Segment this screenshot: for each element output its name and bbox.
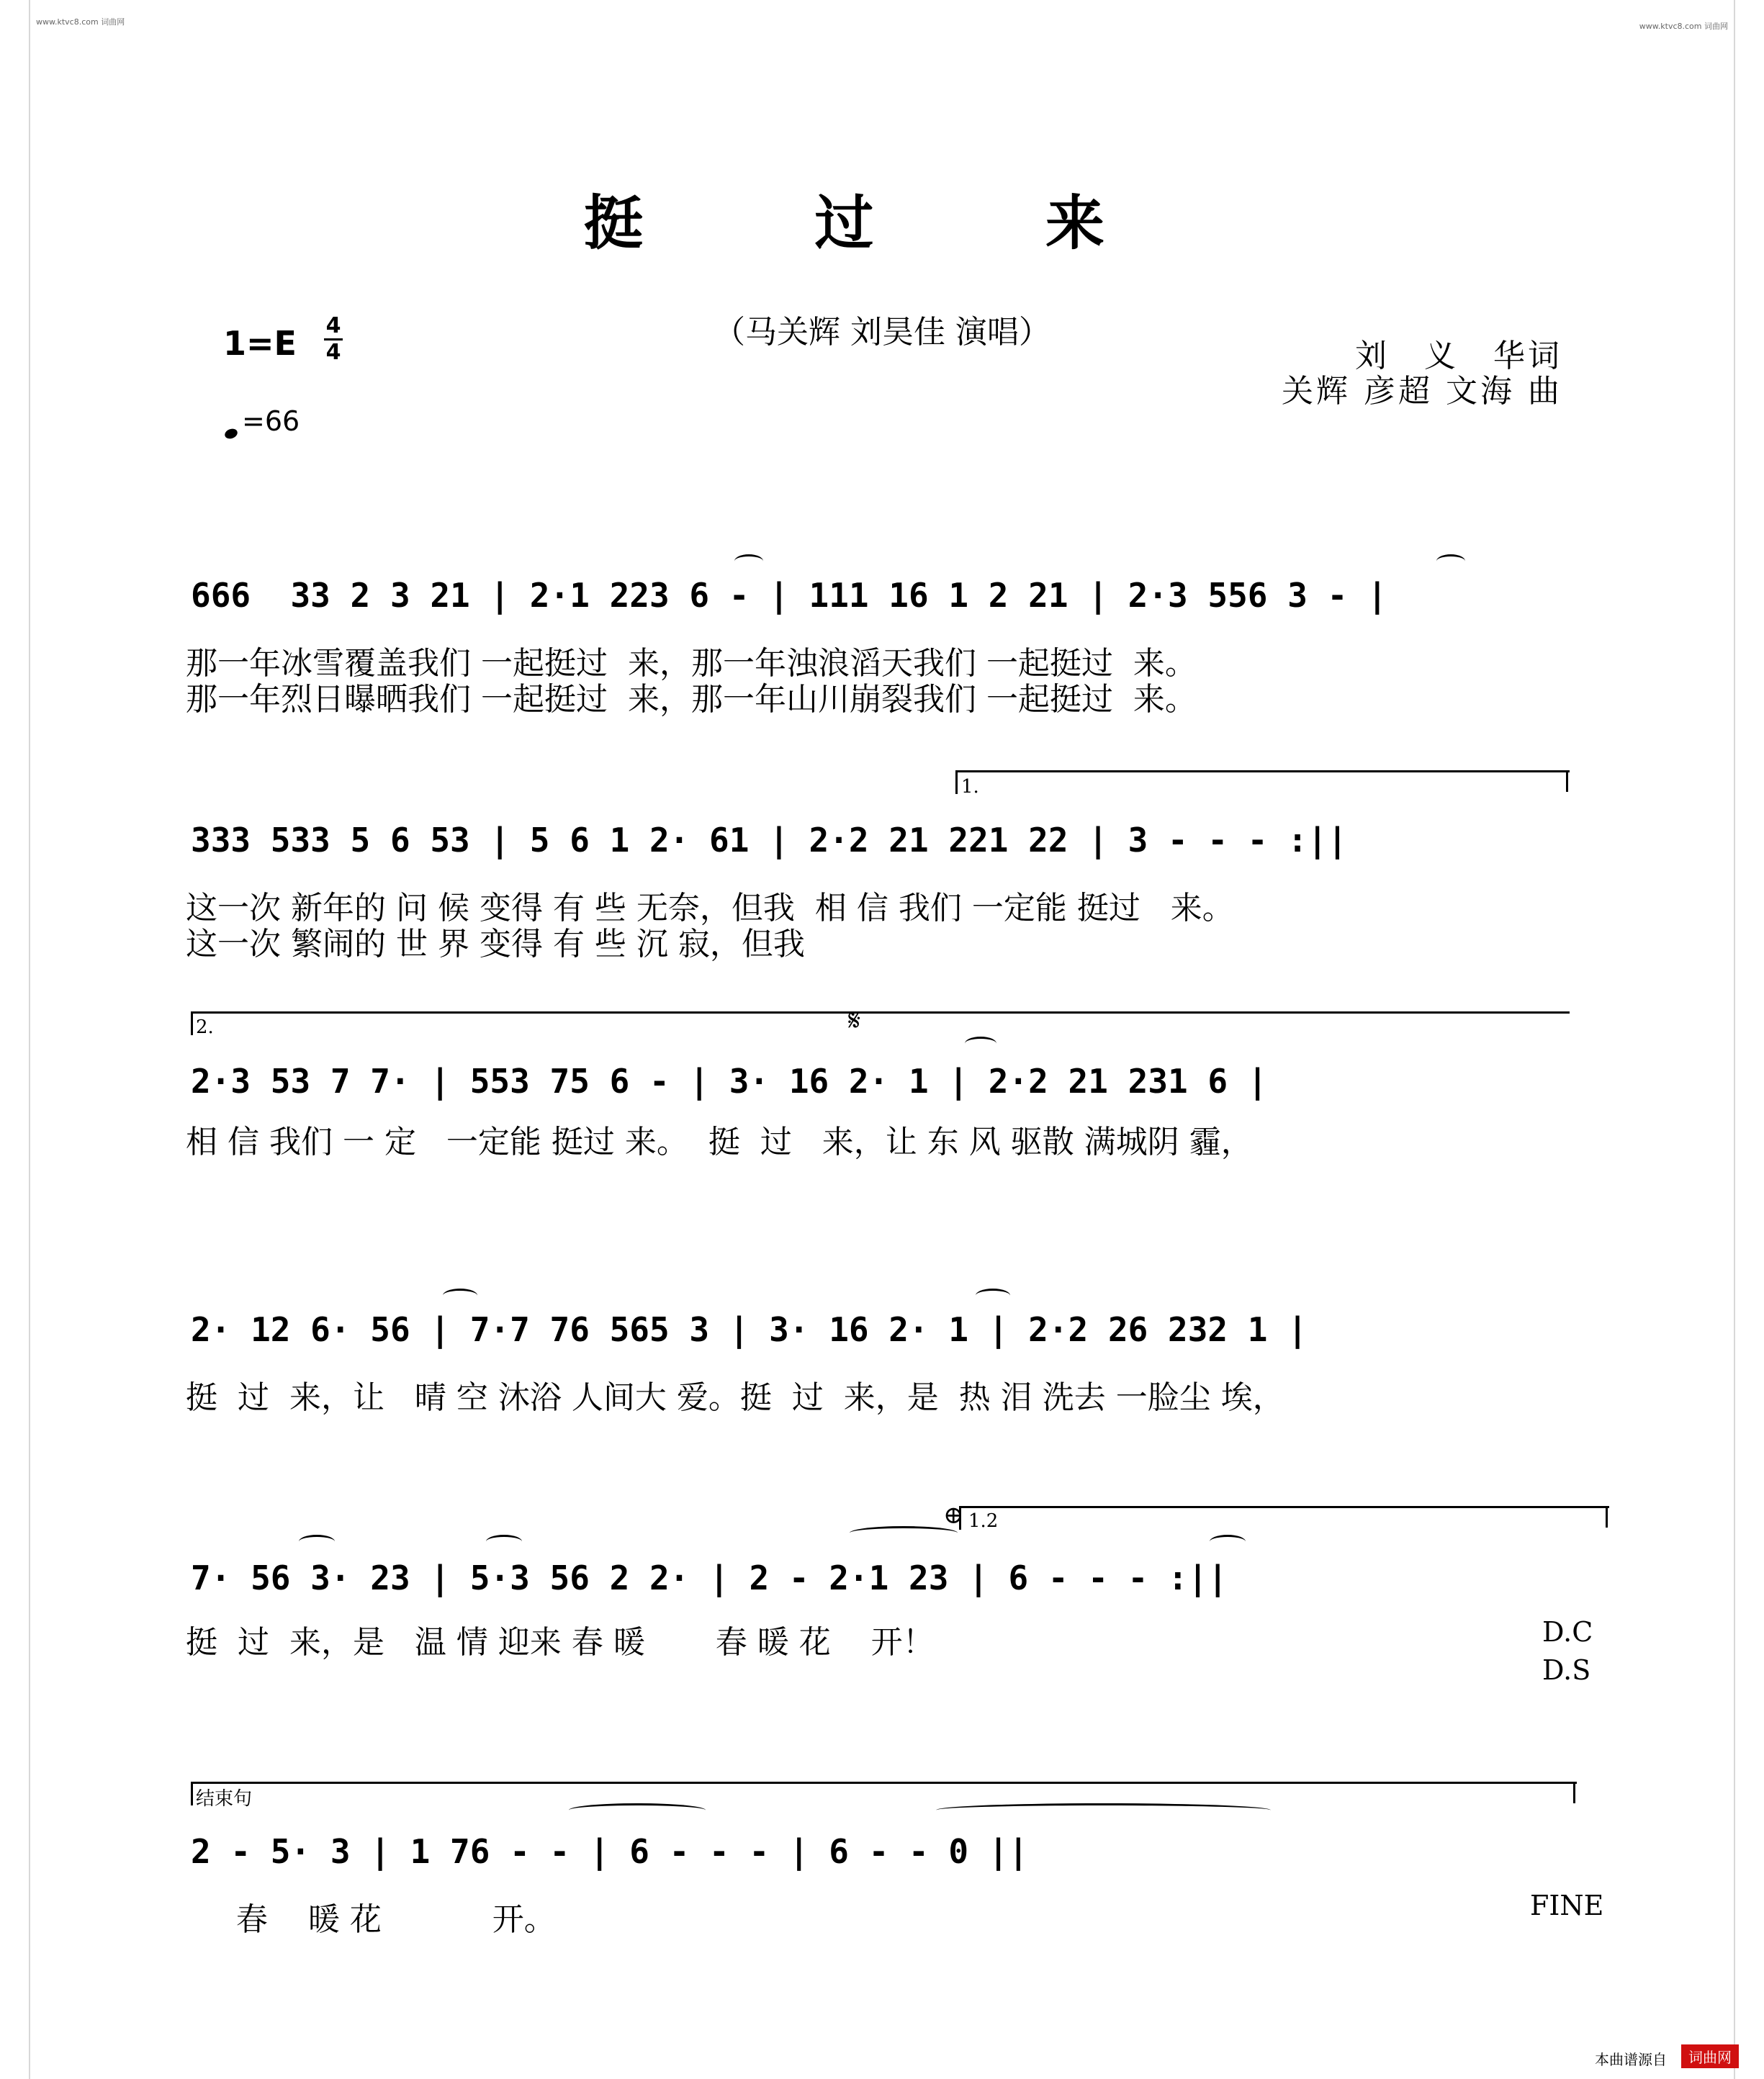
slur (443, 1289, 477, 1302)
slur (486, 1535, 522, 1548)
fine-marking: FINE (1530, 1890, 1604, 1921)
time-signature-bottom: 4 (325, 340, 341, 365)
slur (965, 1037, 996, 1050)
dc-marking: D.C (1542, 1616, 1593, 1648)
coda-icon: ⊕ (943, 1501, 964, 1530)
slur (1436, 554, 1465, 568)
time-signature-top: 4 (325, 313, 341, 338)
tie (850, 1526, 958, 1540)
notation-row-1: 666 33 2 3 21 | 2·1 223 6 - | 111 16 1 2 21 | 2·3 556 3 - | (191, 576, 1387, 615)
segno-icon: 𝄋 (848, 1004, 861, 1037)
slur (734, 554, 763, 568)
lyric-row-6: 春 暖 花 开。 (186, 1901, 556, 1938)
ending-1-2-label: 1.2 (968, 1510, 999, 1532)
watermark-right: www.ktvc8.com 词曲网 (1639, 22, 1728, 31)
slur (976, 1289, 1010, 1302)
first-ending-label: 1. (961, 776, 979, 798)
lyric-row-3: 相 信 我们 一 定 一定能 挺过 来。 挺 过 来，让 东 风 驱散 满城阴 霾， (186, 1124, 1253, 1160)
key-signature: 1=E (223, 324, 297, 363)
ending-1-2-bracket (959, 1506, 1609, 1530)
notation-row-6: 2 - 5· 3 | 1 76 - - | 6 - - - | 6 - - 0 || (191, 1832, 1029, 1871)
slur (1210, 1535, 1246, 1548)
lyric-row-5: 挺 过 来，是 温 情 迎来 春 暖 春 暖 花 开！ (186, 1624, 935, 1661)
lyric-row-2-verse-2: 这一次 繁闹的 世 界 变得 有 些 沉 寂，但我 (186, 926, 805, 962)
song-title: 挺 过 来 (583, 189, 1181, 258)
time-signature (324, 315, 343, 364)
notation-row-4: 2· 12 6· 56 | 7·7 76 565 3 | 3· 16 2· 1 | 2·2 26 232 1 | (191, 1310, 1308, 1349)
watermark-left: www.ktvc8.com 词曲网 (36, 17, 125, 27)
slur (299, 1535, 335, 1548)
second-ending-bracket (191, 1011, 1570, 1035)
lyricist-credit: 刘 义 华词 (1355, 338, 1562, 374)
lyric-row-1-verse-1: 那一年冰雪覆盖我们 一起挺过 来，那一年浊浪滔天我们 一起挺过 来。 (186, 645, 1197, 682)
tempo-value: =66 (242, 405, 300, 437)
footer-source: 本曲谱源自 (1595, 2051, 1667, 2068)
first-ending-bracket (955, 770, 1570, 794)
notation-row-2: 333 533 5 6 53 | 5 6 1 2· 61 | 2·2 21 221 22 | 3 - - - :|| (191, 821, 1348, 860)
notation-row-3: 2·3 53 7 7· | 553 75 6 - | 3· 16 2· 1 | 2·2 21 231 6 | (191, 1062, 1268, 1101)
lyric-row-2-verse-1: 这一次 新年的 问 候 变得 有 些 无奈，但我 相 信 我们 一定能 挺过 来。 (186, 890, 1234, 926)
singers: （马关辉 刘昊佳 演唱） (714, 314, 1050, 351)
tie (936, 1803, 1271, 1817)
lyric-row-4: 挺 过 来，让 晴 空 沐浴 人间大 爱。挺 过 来，是 热 泪 洗去 一脸尘 埃， (186, 1379, 1284, 1416)
notation-row-5: 7· 56 3· 23 | 5·3 56 2 2· | 2 - 2·1 23 | 6 - - - :|| (191, 1559, 1228, 1597)
composer-credit: 关辉 彦超 文海 曲 (1282, 373, 1562, 410)
lyric-row-1-verse-2: 那一年烈日曝晒我们 一起挺过 来，那一年山川崩裂我们 一起挺过 来。 (186, 681, 1197, 718)
ds-marking: D.S (1542, 1654, 1591, 1686)
ending-phrase-bracket (191, 1782, 1577, 1805)
quarter-note-icon (223, 427, 238, 440)
second-ending-label: 2. (196, 1016, 214, 1038)
ending-phrase-label: 结束句 (196, 1788, 253, 1810)
tie (569, 1803, 706, 1817)
footer-brand: 词曲网 (1681, 2044, 1739, 2068)
